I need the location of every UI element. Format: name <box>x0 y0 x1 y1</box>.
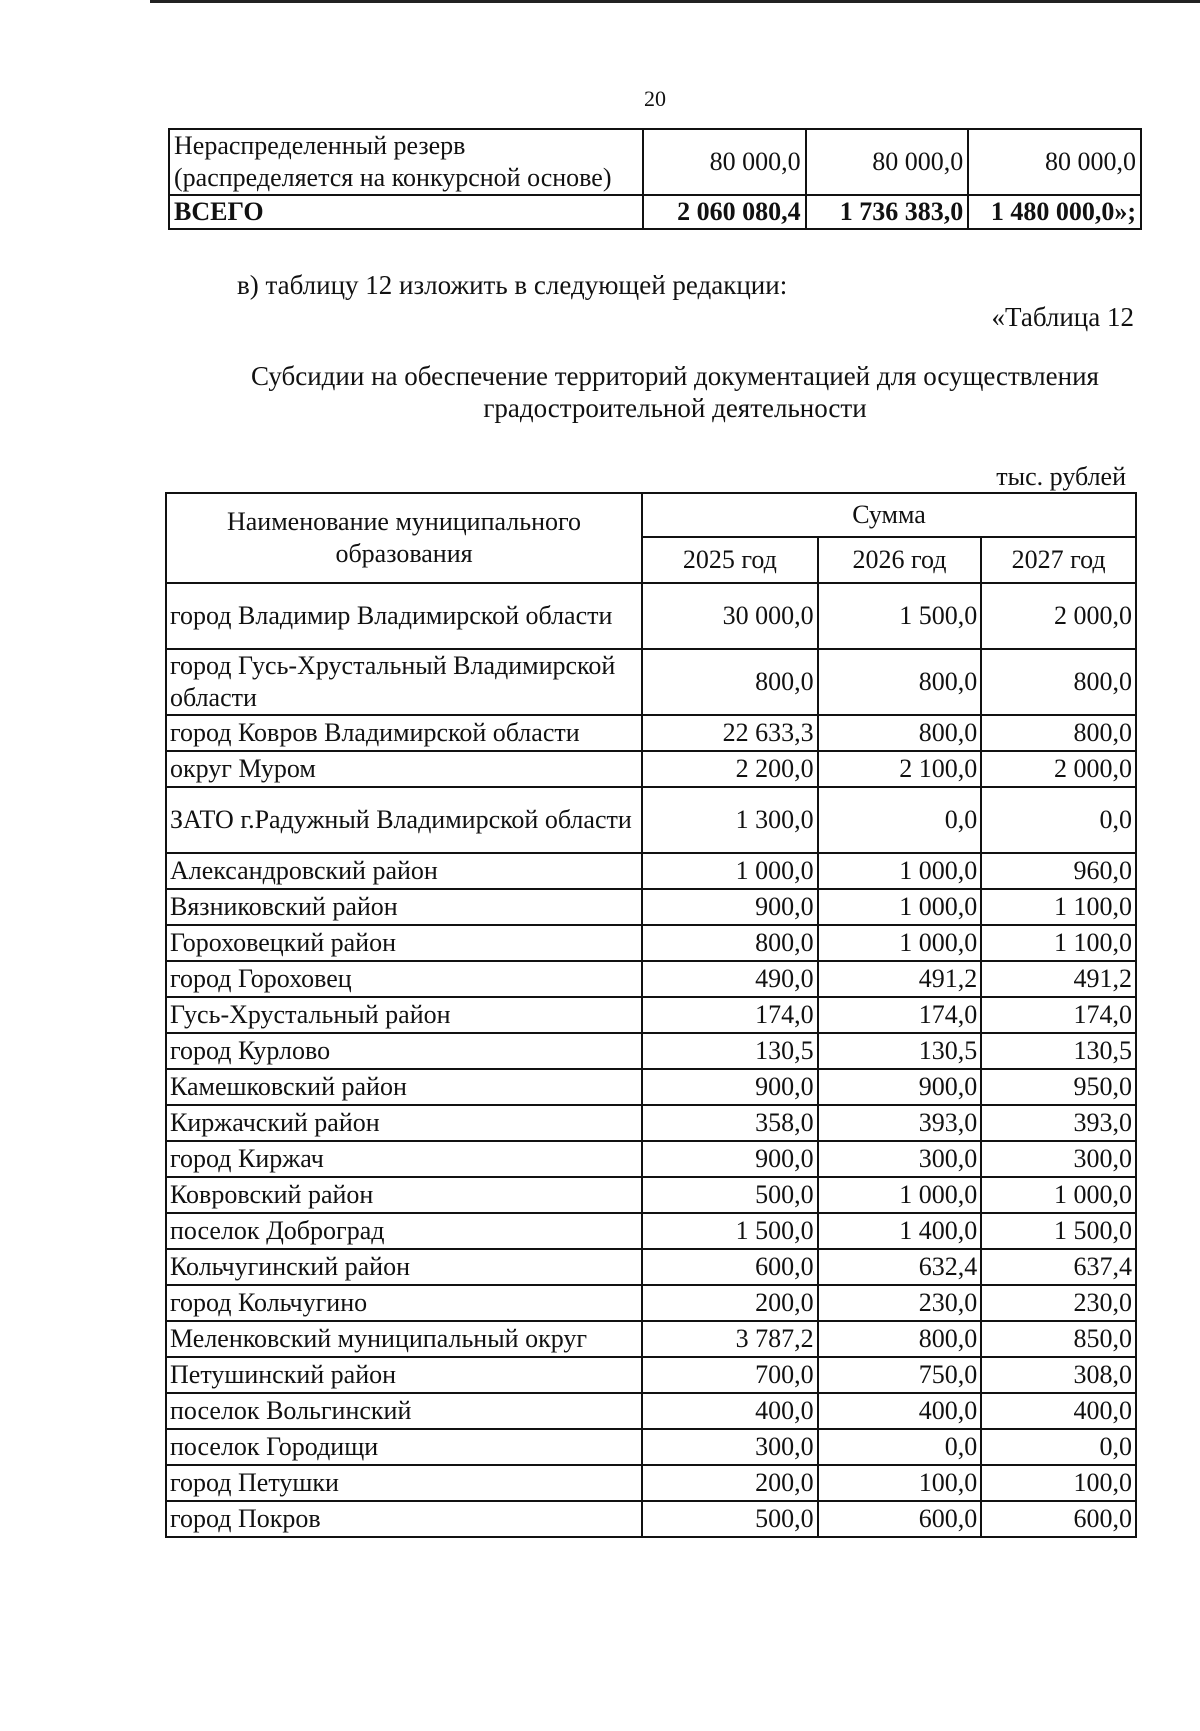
table-row <box>166 889 1136 925</box>
value-2027: 0,0 <box>981 1429 1136 1465</box>
row-name: ВСЕГО <box>169 195 643 229</box>
value-2025: 300,0 <box>642 1429 818 1465</box>
top-rule <box>150 0 1200 3</box>
table-number: «Таблица 12 <box>991 302 1134 332</box>
table-row <box>166 1465 1136 1501</box>
table-header <box>166 493 1136 583</box>
row-name: город Кольчугино <box>166 1285 642 1321</box>
value-2027: 800,0 <box>981 649 1136 715</box>
value-2027: 0,0 <box>981 787 1136 853</box>
value-2025: 2 200,0 <box>642 751 818 787</box>
value-2026: 1 000,0 <box>818 853 982 889</box>
row-name: Нераспределенный резерв (распределяется на конкурсной основе) <box>169 129 643 195</box>
header-2025: 2025 год <box>642 537 818 583</box>
value-2026: 900,0 <box>818 1069 982 1105</box>
value-2026: 130,5 <box>818 1033 982 1069</box>
row-name: Гусь-Хрустальный район <box>166 997 642 1033</box>
row-name: Гороховецкий район <box>166 925 642 961</box>
value-2027: 2 000,0 <box>981 751 1136 787</box>
value-2025: 200,0 <box>642 1465 818 1501</box>
value-2026: 1 400,0 <box>818 1213 982 1249</box>
table-title-line2: градостроительной деятельности <box>483 393 867 423</box>
value-2025: 1 500,0 <box>642 1213 818 1249</box>
value-2027: 1 000,0 <box>981 1177 1136 1213</box>
value-2026: 1 736 383,0 <box>806 195 969 229</box>
units-label: тыс. рублей <box>996 462 1126 491</box>
value-2025: 700,0 <box>642 1357 818 1393</box>
row-name: город Гусь-Хрустальный Владимирской области <box>166 649 642 715</box>
table-row <box>166 715 1136 751</box>
value-2027: 80 000,0 <box>968 129 1141 195</box>
value-2025: 1 300,0 <box>642 787 818 853</box>
value-2025: 2 060 080,4 <box>643 195 806 229</box>
table-title <box>150 360 1200 424</box>
table-row <box>166 1393 1136 1429</box>
value-2025: 174,0 <box>642 997 818 1033</box>
value-2027: 400,0 <box>981 1393 1136 1429</box>
value-2026: 491,2 <box>818 961 982 997</box>
table-row <box>169 195 1141 229</box>
row-name: город Ковров Владимирской области <box>166 715 642 751</box>
row-name: город Петушки <box>166 1465 642 1501</box>
row-name: Петушинский район <box>166 1357 642 1393</box>
table-row <box>169 129 1141 195</box>
table-body <box>166 583 1136 1537</box>
value-2027: 1 100,0 <box>981 889 1136 925</box>
value-2026: 1 000,0 <box>818 889 982 925</box>
row-name: Меленковский муниципальный округ <box>166 1321 642 1357</box>
table-row <box>166 1429 1136 1465</box>
value-2027: 960,0 <box>981 853 1136 889</box>
value-2027: 308,0 <box>981 1357 1136 1393</box>
value-2025: 500,0 <box>642 1501 818 1537</box>
value-2025: 1 000,0 <box>642 853 818 889</box>
table-row <box>166 853 1136 889</box>
value-2025: 600,0 <box>642 1249 818 1285</box>
row-name: город Курлово <box>166 1033 642 1069</box>
value-2025: 900,0 <box>642 889 818 925</box>
value-2025: 900,0 <box>642 1141 818 1177</box>
value-2026: 300,0 <box>818 1141 982 1177</box>
value-2025: 800,0 <box>642 649 818 715</box>
table-row <box>166 961 1136 997</box>
value-2025: 500,0 <box>642 1177 818 1213</box>
value-2027: 174,0 <box>981 997 1136 1033</box>
value-2025: 200,0 <box>642 1285 818 1321</box>
header-name: Наименование муниципального образования <box>166 493 642 583</box>
table-title-line1: Субсидии на обеспечение территорий документацией для осуществления <box>251 361 1099 391</box>
subsidies-table <box>165 492 1137 1538</box>
value-2026: 750,0 <box>818 1357 982 1393</box>
row-name: поселок Доброград <box>166 1213 642 1249</box>
table-row <box>166 1285 1136 1321</box>
value-2025: 800,0 <box>642 925 818 961</box>
page-number: 20 <box>644 86 666 111</box>
header-2027: 2027 год <box>981 537 1136 583</box>
table-row <box>166 1141 1136 1177</box>
value-2026: 600,0 <box>818 1501 982 1537</box>
value-2026: 100,0 <box>818 1465 982 1501</box>
value-2026: 800,0 <box>818 649 982 715</box>
row-name: город Владимир Владимирской области <box>166 583 642 649</box>
table-row <box>166 787 1136 853</box>
value-2026: 1 000,0 <box>818 1177 982 1213</box>
row-name: поселок Вольгинский <box>166 1393 642 1429</box>
value-2026: 0,0 <box>818 1429 982 1465</box>
row-name: поселок Городищи <box>166 1429 642 1465</box>
value-2027: 393,0 <box>981 1105 1136 1141</box>
table-row <box>166 1213 1136 1249</box>
value-2027: 637,4 <box>981 1249 1136 1285</box>
value-2025: 3 787,2 <box>642 1321 818 1357</box>
value-2027: 950,0 <box>981 1069 1136 1105</box>
table-row <box>166 649 1136 715</box>
table-row <box>166 1501 1136 1537</box>
table-row <box>166 1357 1136 1393</box>
value-2026: 1 500,0 <box>818 583 982 649</box>
table-row <box>166 1105 1136 1141</box>
header-2026: 2026 год <box>818 537 982 583</box>
value-2026: 800,0 <box>818 1321 982 1357</box>
previous-table-tail <box>168 128 1142 230</box>
table-row <box>166 583 1136 649</box>
table-row <box>166 1069 1136 1105</box>
row-name: округ Муром <box>166 751 642 787</box>
row-name: Камешковский район <box>166 1069 642 1105</box>
table-row <box>166 1249 1136 1285</box>
row-name: Кольчугинский район <box>166 1249 642 1285</box>
value-2027: 800,0 <box>981 715 1136 751</box>
value-2025: 22 633,3 <box>642 715 818 751</box>
table-row <box>166 751 1136 787</box>
value-2026: 1 000,0 <box>818 925 982 961</box>
value-2027: 300,0 <box>981 1141 1136 1177</box>
value-2025: 80 000,0 <box>643 129 806 195</box>
value-2026: 632,4 <box>818 1249 982 1285</box>
value-2026: 174,0 <box>818 997 982 1033</box>
value-2025: 30 000,0 <box>642 583 818 649</box>
value-2026: 230,0 <box>818 1285 982 1321</box>
row-name: Киржачский район <box>166 1105 642 1141</box>
previous-table-body <box>169 129 1141 229</box>
value-2026: 800,0 <box>818 715 982 751</box>
value-2027: 600,0 <box>981 1501 1136 1537</box>
value-2027: 130,5 <box>981 1033 1136 1069</box>
row-name: Александровский район <box>166 853 642 889</box>
value-2027: 850,0 <box>981 1321 1136 1357</box>
value-2027: 1 500,0 <box>981 1213 1136 1249</box>
value-2026: 400,0 <box>818 1393 982 1429</box>
value-2026: 393,0 <box>818 1105 982 1141</box>
value-2025: 900,0 <box>642 1069 818 1105</box>
value-2027: 1 480 000,0»; <box>968 195 1141 229</box>
row-name: Вязниковский район <box>166 889 642 925</box>
value-2026: 2 100,0 <box>818 751 982 787</box>
row-name: Ковровский район <box>166 1177 642 1213</box>
row-name: город Киржач <box>166 1141 642 1177</box>
amendment-text: в) таблицу 12 изложить в следующей редакции: <box>237 270 788 300</box>
value-2025: 400,0 <box>642 1393 818 1429</box>
row-name: город Покров <box>166 1501 642 1537</box>
value-2027: 491,2 <box>981 961 1136 997</box>
table-row <box>166 925 1136 961</box>
table-row <box>166 1177 1136 1213</box>
value-2027: 230,0 <box>981 1285 1136 1321</box>
header-sum: Сумма <box>642 493 1136 537</box>
value-2027: 1 100,0 <box>981 925 1136 961</box>
value-2027: 100,0 <box>981 1465 1136 1501</box>
value-2026: 80 000,0 <box>806 129 969 195</box>
value-2025: 358,0 <box>642 1105 818 1141</box>
value-2026: 0,0 <box>818 787 982 853</box>
value-2025: 490,0 <box>642 961 818 997</box>
row-name: ЗАТО г.Радужный Владимирской области <box>166 787 642 853</box>
table-row <box>166 1033 1136 1069</box>
table-row <box>166 997 1136 1033</box>
row-name: город Гороховец <box>166 961 642 997</box>
value-2027: 2 000,0 <box>981 583 1136 649</box>
table-row <box>166 1321 1136 1357</box>
value-2025: 130,5 <box>642 1033 818 1069</box>
